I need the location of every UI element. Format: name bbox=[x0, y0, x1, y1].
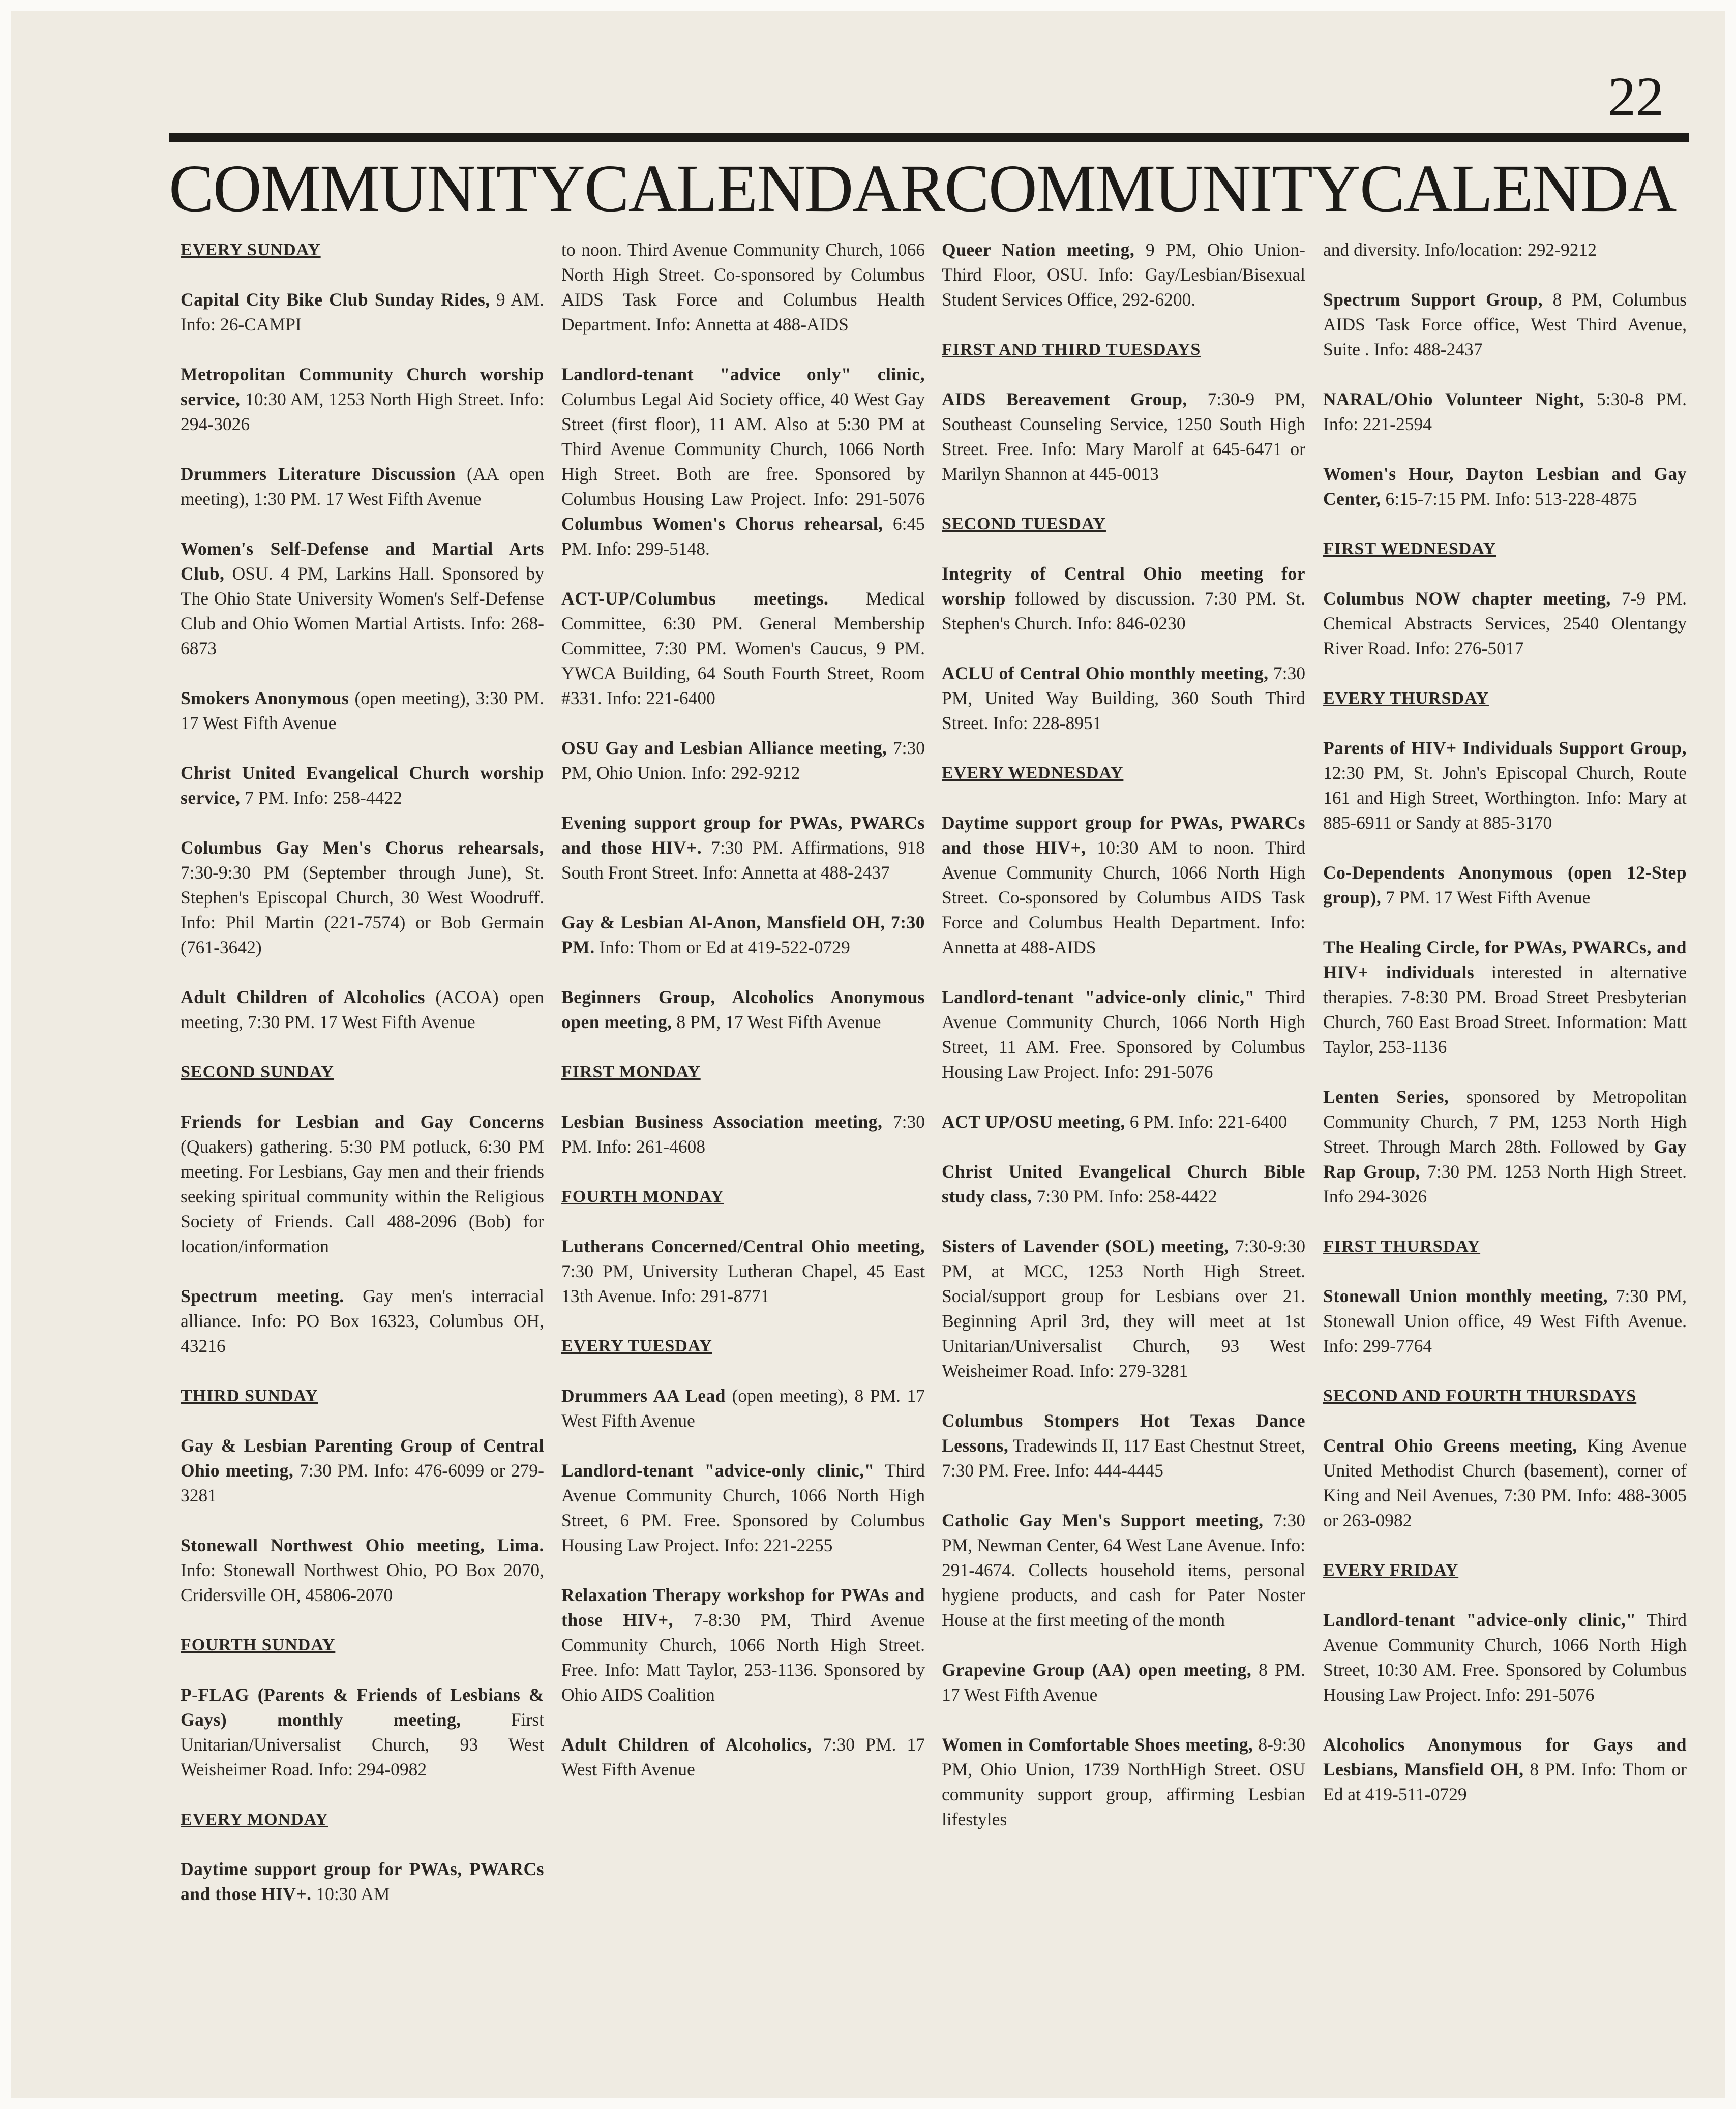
event-details: 6:45 PM. Info: 299-5148. bbox=[561, 514, 925, 559]
calendar-entry bbox=[561, 1732, 925, 1782]
calendar-entry bbox=[942, 1732, 1305, 1832]
event-name: Columbus Women's Chorus rehearsal, bbox=[561, 514, 883, 534]
calendar-entry bbox=[181, 362, 544, 437]
day-heading: EVERY MONDAY bbox=[181, 1810, 328, 1829]
event-name: Integrity of Central Ohio meeting for worship bbox=[942, 563, 1305, 609]
day-heading: FIRST THURSDAY bbox=[1323, 1237, 1481, 1256]
calendar-entry bbox=[1323, 1608, 1687, 1707]
event-details: (open meeting), 3:30 PM. 17 West Fifth Avenue bbox=[181, 688, 544, 733]
event-name: Relaxation Therapy workshop for PWAs and those HIV+, bbox=[561, 1585, 925, 1630]
event-details: 7:30-9:30 PM (September through June), St. Stephen's Episcopal Church, 30 West Woodruff. Info: Phil Martin (221-7574) or Bob Germain (761-3642) bbox=[181, 862, 544, 957]
event-details: 8 PM. Info: Thom or Ed at 419-511-0729 bbox=[1323, 1759, 1687, 1804]
event-name: Stonewall Union monthly meeting, bbox=[1323, 1286, 1608, 1306]
event-name: Christ United Evangelical Church Bible study class, bbox=[942, 1161, 1305, 1207]
calendar-entry bbox=[942, 387, 1305, 487]
event-name: ACT-UP/Columbus meetings. bbox=[561, 588, 829, 609]
day-heading: EVERY SUNDAY bbox=[181, 240, 321, 259]
event-details: sponsored by Metropolitan Community Church, 7 PM, 1253 North High Street. Through March 28th. Followed by bbox=[1323, 1087, 1687, 1157]
event-name: Friends for Lesbian and Gay Concerns bbox=[181, 1111, 544, 1132]
calendar-entry bbox=[561, 1109, 925, 1159]
calendar-entry bbox=[1323, 1732, 1687, 1807]
event-details: 7:30 PM, Newman Center, 64 West Lane Avenue. Info: 291-4674. Collects household items, personal hygiene products, and cash for Pater Noster House at the first meeting of the month bbox=[942, 1510, 1305, 1630]
calendar-entry bbox=[561, 362, 925, 561]
event-name: Smokers Anonymous bbox=[181, 688, 349, 708]
event-details: 7-9 PM. Chemical Abstracts Services, 2540 Olentangy River Road. Info: 276-5017 bbox=[1323, 588, 1687, 658]
day-heading: EVERY THURSDAY bbox=[1323, 689, 1489, 708]
event-name: Christ United Evangelical Church worship service, bbox=[181, 763, 544, 808]
event-name: Evening support group for PWAs, PWARCs and those HIV+. bbox=[561, 812, 925, 858]
event-name: Spectrum Support Group, bbox=[1323, 289, 1543, 310]
event-details: 10:30 AM bbox=[311, 1884, 390, 1904]
event-details: 10:30 AM, 1253 North High Street. Info: 294-3026 bbox=[181, 389, 544, 434]
calendar-entry bbox=[181, 287, 544, 337]
calendar-entry bbox=[561, 1583, 925, 1707]
calendar-entry bbox=[561, 237, 925, 337]
event-name: Spectrum meeting. bbox=[181, 1286, 344, 1306]
event-details: Tradewinds II, 117 East Chestnut Street, 7:30 PM. Free. Info: 444-4445 bbox=[942, 1435, 1305, 1481]
event-details: 7:30 PM. Info: 258-4422 bbox=[1032, 1186, 1217, 1207]
event-name: Alcoholics Anonymous for Gays and Lesbians, Mansfield OH, bbox=[1323, 1734, 1687, 1780]
event-name: Gay Rap Group, bbox=[1323, 1136, 1687, 1182]
event-details: (AA open meeting), 1:30 PM. 17 West Fifth Avenue bbox=[181, 464, 544, 509]
event-name: Columbus NOW chapter meeting, bbox=[1323, 588, 1611, 609]
event-details: 5:30-8 PM. Info: 221-2594 bbox=[1323, 389, 1687, 434]
event-details: (Quakers) gathering. 5:30 PM potluck, 6:30 PM meeting. For Lesbians, Gay men and their friends seeking spiritual community within the Religious Society of Friends. Call 488-2096 (Bob) for location/information bbox=[181, 1136, 544, 1256]
event-name: Lenten Series, bbox=[1323, 1087, 1449, 1107]
day-heading: FIRST WEDNESDAY bbox=[1323, 539, 1496, 558]
calendar-entry bbox=[181, 1433, 544, 1508]
calendar-entry bbox=[181, 462, 544, 511]
calendar-entry bbox=[181, 835, 544, 960]
event-name: AIDS Bereavement Group, bbox=[942, 389, 1187, 409]
event-details: 7:30 PM. Affirmations, 918 South Front Street. Info: Annetta at 488-2437 bbox=[561, 837, 925, 883]
calendar-entry bbox=[181, 1533, 544, 1608]
day-heading: EVERY TUESDAY bbox=[561, 1337, 712, 1355]
day-heading: FIRST MONDAY bbox=[561, 1063, 701, 1081]
event-name: Women's Hour, Dayton Lesbian and Gay Center, bbox=[1323, 464, 1687, 509]
event-name: Metropolitan Community Church worship service, bbox=[181, 364, 544, 409]
event-details: Medical Committee, 6:30 PM. General Membership Committee, 7:30 PM. Women's Caucus, 9 PM. YWCA Building, 64 South Fourth Street, Room #331. Info: 221-6400 bbox=[561, 588, 925, 708]
calendar-entry bbox=[561, 910, 925, 960]
event-name: Gay & Lesbian Parenting Group of Central Ohio meeting, bbox=[181, 1435, 544, 1481]
event-name: Drummers Literature Discussion bbox=[181, 464, 456, 484]
event-name: Daytime support group for PWAs, PWARCs and those HIV+. bbox=[181, 1859, 544, 1904]
section-title: COMMUNITYCALENDARCOMMUNITYCALENDA bbox=[169, 151, 1676, 226]
event-name: Gay & Lesbian Al-Anon, Mansfield OH, 7:30 PM. bbox=[561, 912, 925, 957]
event-details: Info: Thom or Ed at 419-522-0729 bbox=[594, 937, 850, 957]
event-details: 7:30 PM. Info: 261-4608 bbox=[561, 1111, 925, 1157]
event-name: Landlord-tenant "advice-only clinic," bbox=[561, 1460, 875, 1481]
calendar-entry bbox=[942, 1658, 1305, 1707]
event-details: 8 PM. 17 West Fifth Avenue bbox=[942, 1660, 1306, 1705]
event-name: Daytime support group for PWAs, PWARCs and those HIV+, bbox=[942, 812, 1305, 858]
event-details: 9 PM, Ohio Union-Third Floor, OSU. Info: Gay/Lesbian/Bisexual Student Services Office, 292-6200. bbox=[942, 239, 1305, 310]
day-heading: SECOND SUNDAY bbox=[181, 1063, 334, 1081]
event-name: Adult Children of Alcoholics bbox=[181, 987, 425, 1007]
calendar-entry bbox=[1323, 287, 1687, 362]
event-name: Queer Nation meeting, bbox=[942, 239, 1135, 260]
event-name: Drummers AA Lead bbox=[561, 1385, 726, 1406]
calendar-entry bbox=[942, 985, 1305, 1084]
calendar-entry bbox=[942, 1159, 1305, 1209]
calendar-entry bbox=[942, 561, 1305, 636]
event-details: 7:30 PM, Ohio Union. Info: 292-9212 bbox=[561, 738, 925, 783]
event-details: 8-9:30 PM, Ohio Union, 1739 NorthHigh Street. OSU community support group, affirming Lesbian lifestyles bbox=[942, 1734, 1306, 1829]
event-name: Grapevine Group (AA) open meeting, bbox=[942, 1660, 1252, 1680]
calendar-entry bbox=[561, 586, 925, 711]
event-details: 7:30-9:30 PM, at MCC, 1253 North High Street. Social/support group for Lesbians over 21. Beginning April 3rd, they will meet at 1st Unitarian/Universalist Church, 93 West Weisheimer Road. Info: 279-3281 bbox=[942, 1236, 1305, 1381]
event-details: 7:30 PM, University Lutheran Chapel, 45 East 13th Avenue. Info: 291-8771 bbox=[561, 1261, 925, 1306]
event-details: King Avenue United Methodist Church (basement), corner of King and Neil Avenues, 7:30 PM. Info: 488-3005 or 263-0982 bbox=[1323, 1435, 1687, 1530]
event-details: 8 PM, 17 West Fifth Avenue bbox=[672, 1012, 881, 1032]
event-name: Catholic Gay Men's Support meeting, bbox=[942, 1510, 1264, 1530]
event-name: Columbus Gay Men's Chorus rehearsals, bbox=[181, 837, 544, 858]
calendar-entry bbox=[561, 1458, 925, 1558]
event-name: Women's Self-Defense and Martial Arts Club, bbox=[181, 538, 544, 584]
event-details: (ACOA) open meeting, 7:30 PM. 17 West Fifth Avenue bbox=[181, 987, 545, 1032]
event-name: Lutherans Concerned/Central Ohio meeting, bbox=[561, 1236, 925, 1256]
event-name: P-FLAG (Parents & Friends of Lesbians & Gays) monthly meeting, bbox=[181, 1684, 544, 1730]
event-name: NARAL/Ohio Volunteer Night, bbox=[1323, 389, 1584, 409]
calendar-entry bbox=[561, 810, 925, 885]
event-name: Central Ohio Greens meeting, bbox=[1323, 1435, 1577, 1456]
event-details: 7:30 PM. Info: 476-6099 or 279-3281 bbox=[181, 1460, 544, 1505]
calendar-entry bbox=[181, 1682, 544, 1782]
calendar-entry bbox=[181, 1284, 544, 1359]
calendar-entry bbox=[1323, 1084, 1687, 1209]
calendar-entry bbox=[561, 1234, 925, 1309]
event-name: Women in Comfortable Shoes meeting, bbox=[942, 1734, 1253, 1755]
calendar-entry bbox=[1323, 1433, 1687, 1533]
event-name: Beginners Group, Alcoholics Anonymous open meeting, bbox=[561, 987, 925, 1032]
calendar-entry bbox=[1323, 736, 1687, 835]
calendar-column bbox=[942, 237, 1305, 1857]
calendar-entry bbox=[942, 810, 1305, 960]
event-name: Sisters of Lavender (SOL) meeting, bbox=[942, 1236, 1229, 1256]
event-details: interested in alternative therapies. 7-8:30 PM. Broad Street Presbyterian Church, 760 East Broad Street. Information: Matt Taylor, 253-1136 bbox=[1323, 962, 1687, 1057]
event-name: Parents of HIV+ Individuals Support Group, bbox=[1323, 738, 1687, 758]
event-details: 7:30 PM. 17 West Fifth Avenue bbox=[561, 1734, 925, 1780]
event-name: Co-Dependents Anonymous (open 12-Step group), bbox=[1323, 862, 1687, 908]
day-heading: SECOND TUESDAY bbox=[942, 515, 1106, 533]
event-name: The Healing Circle, for PWAs, PWARCs, and HIV+ individuals bbox=[1323, 937, 1687, 982]
event-details: (open meeting), 8 PM. 17 West Fifth Avenue bbox=[561, 1385, 925, 1431]
event-details: Third Avenue Community Church, 1066 North High Street, 11 AM. Free. Sponsored by Columbus Housing Law Project. Info: 291-5076 bbox=[942, 987, 1305, 1082]
calendar-entry bbox=[1323, 237, 1687, 262]
newspaper-page bbox=[11, 11, 1725, 2098]
calendar-entry bbox=[942, 1234, 1305, 1383]
calendar-entry bbox=[561, 1383, 925, 1433]
day-heading: EVERY WEDNESDAY bbox=[942, 764, 1124, 782]
event-details: 7 PM. 17 West Fifth Avenue bbox=[1381, 887, 1591, 908]
calendar-column bbox=[561, 237, 925, 1807]
event-details: 7-8:30 PM, Third Avenue Community Church, 1066 North High Street. Free. Info: Matt Taylor, 253-1136. Sponsored by Ohio AIDS Coalition bbox=[561, 1610, 925, 1705]
calendar-entry bbox=[942, 1508, 1305, 1633]
event-name: ACLU of Central Ohio monthly meeting, bbox=[942, 663, 1269, 683]
day-heading: THIRD SUNDAY bbox=[181, 1387, 318, 1405]
event-name: ACT UP/OSU meeting, bbox=[942, 1111, 1125, 1132]
event-details: 12:30 PM, St. John's Episcopal Church, Route 161 and High Street, Worthington. Info: Mary at 885-6911 or Sandy at 885-3170 bbox=[1323, 763, 1687, 833]
event-details: Gay men's interracial alliance. Info: PO Box 16323, Columbus OH, 43216 bbox=[181, 1286, 544, 1356]
event-details: Columbus Legal Aid Society office, 40 West Gay Street (first floor), 11 AM. Also at 5:30 PM at Third Avenue Community Church, 1066 North High Street. Both are free. Sponsored by Columbus Housing Law Project. Info: 291-5076 bbox=[561, 389, 925, 509]
event-details: 7:30 PM, Stonewall Union office, 49 West Fifth Avenue. Info: 299-7764 bbox=[1323, 1286, 1687, 1356]
calendar-column bbox=[1323, 237, 1687, 1832]
calendar-entry bbox=[942, 237, 1305, 312]
calendar-entry bbox=[181, 1109, 544, 1259]
event-details: 6 PM. Info: 221-6400 bbox=[1125, 1111, 1288, 1132]
calendar-entry bbox=[181, 761, 544, 810]
event-details: followed by discussion. 7:30 PM. St. Stephen's Church. Info: 846-0230 bbox=[942, 588, 1305, 634]
event-details: and diversity. Info/location: 292-9212 bbox=[1323, 239, 1597, 260]
day-heading: SECOND AND FOURTH THURSDAYS bbox=[1323, 1387, 1637, 1405]
calendar-entry bbox=[181, 686, 544, 736]
calendar-entry bbox=[1323, 860, 1687, 910]
event-details: 6:15-7:15 PM. Info: 513-228-4875 bbox=[1381, 489, 1637, 509]
event-details: 7:30 PM, United Way Building, 360 South Third Street. Info: 228-8951 bbox=[942, 663, 1305, 733]
event-details: Info: Stonewall Northwest Ohio, PO Box 2070, Cridersville OH, 45806-2070 bbox=[181, 1560, 544, 1605]
event-details: Third Avenue Community Church, 1066 North High Street, 6 PM. Free. Sponsored by Columbus Housing Law Project. Info: 221-2255 bbox=[561, 1460, 925, 1555]
calendar-entry bbox=[942, 1109, 1305, 1134]
calendar-entry bbox=[561, 985, 925, 1035]
calendar-entry bbox=[181, 1857, 544, 1907]
calendar-entry bbox=[181, 985, 544, 1035]
event-details: 7 PM. Info: 258-4422 bbox=[240, 788, 402, 808]
event-details: to noon. Third Avenue Community Church, 1066 North High Street. Co-sponsored by Columbus AIDS Task Force and Columbus Health Department. Info: Annetta at 488-AIDS bbox=[561, 239, 925, 335]
calendar-entry bbox=[561, 736, 925, 786]
day-heading: FOURTH SUNDAY bbox=[181, 1636, 336, 1654]
event-name: Landlord-tenant "advice only" clinic, bbox=[561, 364, 925, 384]
event-name: OSU Gay and Lesbian Alliance meeting, bbox=[561, 738, 887, 758]
event-details: Third Avenue Community Church, 1066 North High Street, 10:30 AM. Free. Sponsored by Columbus Housing Law Project. Info: 291-5076 bbox=[1323, 1610, 1687, 1705]
header-rule bbox=[169, 133, 1689, 142]
event-name: Landlord-tenant "advice-only clinic," bbox=[942, 987, 1255, 1007]
event-details: 7:30-9 PM, Southeast Counseling Service, 1250 South High Street. Free. Info: Mary Marolf at 645-6471 or Marilyn Shannon at 445-0013 bbox=[942, 389, 1305, 484]
event-details: 10:30 AM to noon. Third Avenue Community Church, 1066 North High Street. Co-sponsored by Columbus AIDS Task Force and Columbus Health Department. Info: Annetta at 488-AIDS bbox=[942, 837, 1306, 957]
event-details: 7:30 PM. 1253 North High Street. Info 294-3026 bbox=[1323, 1161, 1687, 1207]
calendar-entry bbox=[1323, 586, 1687, 661]
event-name: Landlord-tenant "advice-only clinic," bbox=[1323, 1610, 1636, 1630]
calendar-column bbox=[181, 237, 544, 1932]
calendar-entry bbox=[1323, 1284, 1687, 1359]
day-heading: FOURTH MONDAY bbox=[561, 1187, 724, 1206]
event-name: Adult Children of Alcoholics, bbox=[561, 1734, 812, 1755]
event-name: Lesbian Business Association meeting, bbox=[561, 1111, 883, 1132]
event-name: Stonewall Northwest Ohio meeting, Lima. bbox=[181, 1535, 544, 1555]
event-name: Capital City Bike Club Sunday Rides, bbox=[181, 289, 490, 310]
day-heading: FIRST AND THIRD TUESDAYS bbox=[942, 340, 1201, 359]
calendar-entry bbox=[181, 536, 544, 661]
calendar-entry bbox=[1323, 462, 1687, 511]
day-heading: EVERY FRIDAY bbox=[1323, 1561, 1459, 1580]
calendar-entry bbox=[1323, 935, 1687, 1060]
event-details: First Unitarian/Universalist Church, 93 West Weisheimer Road. Info: 294-0982 bbox=[181, 1709, 544, 1780]
event-details: 9 AM. Info: 26-CAMPI bbox=[181, 289, 544, 335]
calendar-entry bbox=[1323, 387, 1687, 437]
page-number: 22 bbox=[1608, 66, 1664, 128]
event-details: 8 PM, Columbus AIDS Task Force office, West Third Avenue, Suite . Info: 488-2437 bbox=[1323, 289, 1687, 359]
event-details: OSU. 4 PM, Larkins Hall. Sponsored by The Ohio State University Women's Self-Defense Club and Ohio Women Martial Artists. Info: 268-6873 bbox=[181, 563, 544, 658]
calendar-entry bbox=[942, 1408, 1305, 1483]
event-name: Columbus Stompers Hot Texas Dance Lessons, bbox=[942, 1410, 1305, 1456]
calendar-entry bbox=[942, 661, 1305, 736]
